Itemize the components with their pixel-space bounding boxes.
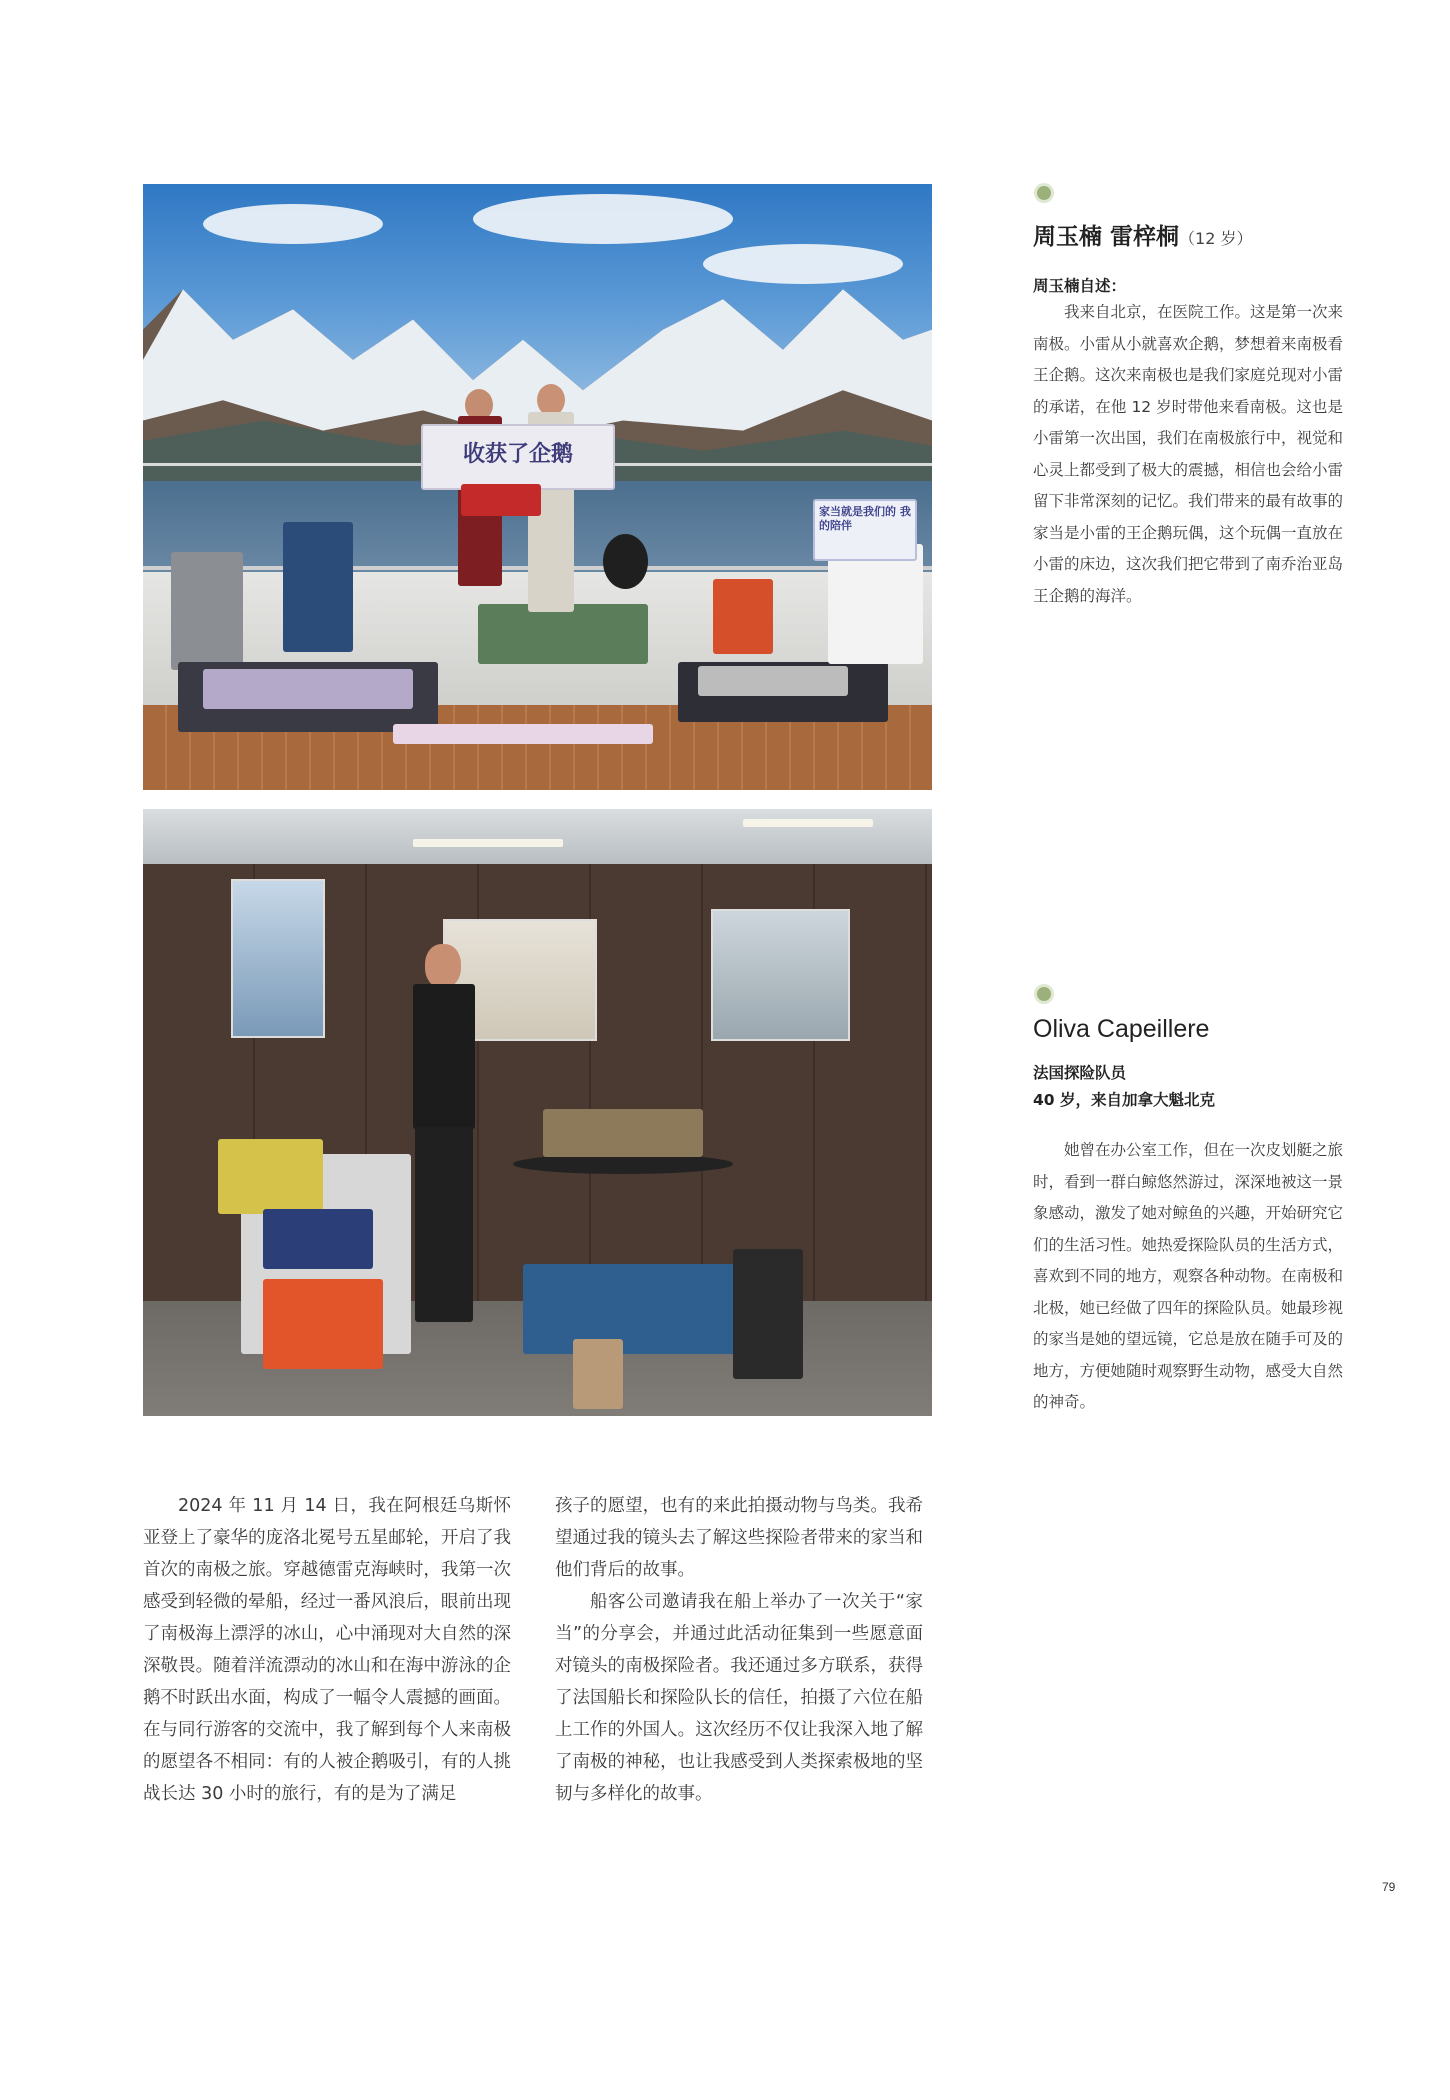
profile2-statement [1033,1135,1343,1419]
article-column-2 [555,1490,923,1810]
article-paragraph-1-continued: 孩子的愿望，也有的来此拍摄动物与鸟类。我希望通过我的镜头去了解这些探险者带来的家当和他们背后的故事。 [555,1496,923,1580]
profile1-name: 周玉楠 雷梓桐 [1033,224,1180,250]
profile2-age-origin: 40 岁，来自加拿大魁北克 [1033,1091,1215,1109]
red-flag [461,484,541,516]
profile2-role: 法国探险队员 [1033,1064,1127,1082]
sign-text: 家当就是我们的 我的陪伴 [819,505,911,532]
cloud [473,194,733,244]
cloud [203,204,383,244]
backpack [733,1249,803,1379]
sign-board [813,499,917,561]
held-banner [421,424,615,490]
accent-dot [1037,987,1051,1001]
penguin-plush [603,534,648,589]
round-table [513,1154,733,1174]
white-crate [828,544,923,664]
profile1-statement-heading: 周玉楠自述： [1033,277,1127,295]
photo-expedition-member-cabin [143,809,932,1416]
gear-pile [478,604,648,664]
blue-duffel [523,1264,743,1354]
profile1-age: （12 岁） [1179,229,1253,248]
suitcase [171,552,243,670]
article-column-1 [143,1490,511,1810]
shoes [698,666,848,696]
article-paragraph-2: 船客公司邀请我在船上举办了一次关于“家当”的分享会，并通过此活动征集到一些愿意面对镜头的南极探险者。我还通过多方联系，获得了法国船长和探险队长的信任，拍摄了六位在船上工作的外国人。这次经历不仅让我深入地了解了南极的神秘，也让我感受到人类探索极地的坚韧与多样化的故事。 [555,1592,923,1804]
life-vest [263,1279,383,1369]
profile2-name: Oliva Capeillere [1033,1015,1210,1043]
person-legs [415,1127,473,1322]
profile1-name-line [1033,218,1252,251]
profile2-statement-text: 她曾在办公室工作，但在一次皮划艇之旅时，看到一群白鲸悠然游过，深深地被这一景象感动，激发了她对鲸鱼的兴趣，开始研究它们的生活习性。她热爱探险队员的生活方式，喜欢到不同的地方，观察各种动物。在南极和北极，她已经做了四年的探险队员。她最珍视的家当是她的望远镜，它总是放在随手可及的地方，方便她随时观察野生动物，感受大自然的神奇。 [1033,1141,1344,1411]
flags-on-deck [393,724,653,744]
profile2-meta [1033,1060,1215,1114]
wall-art-penguins [711,909,850,1041]
banner-text: 收获了企鹅 [462,442,573,467]
yellow-jacket [218,1139,323,1214]
profile1-statement-text: 我来自北京，在医院工作。这是第一次来南极。小雷从小就喜欢企鹅，梦想着来南极看王企鹅。这次来南极也是我们家庭兑现对小雷的承诺，在他 12 岁时带他来看南极。这也是小雷第一次出国，我们在南极旅行中，视觉和心灵上都受到了极大的震撼，相信也会给小雷留下非常深刻的记忆。我们带来的最有故事的家当是小雷的王企鹅玩偶，这个玩偶一直放在小雷的床边，这次我们把它带到了南乔治亚岛王企鹅的海洋。 [1033,303,1344,605]
article-paragraph-1: 2024 年 11 月 14 日，我在阿根廷乌斯怀亚登上了豪华的庞洛北冕号五星邮轮，开启了我首次的南极之旅。穿越德雷克海峡时，我第一次感受到轻微的晕船，经过一番风浪后，眼前出现了南极海上漂浮的冰山，心中涌现对大自然的深深敬畏。随着洋流漂动的冰山和在海中游泳的企鹅不时跃出水面，构成了一幅令人震撼的画面。在与同行游客的交流中，我了解到每个人来南极的愿望各不相同：有的人被企鹅吸引，有的人挑战长达 30 小时的旅行，有的是为了满足 [143,1496,511,1804]
garment-bag [283,522,353,652]
ceiling [143,809,932,864]
table-items [543,1109,703,1157]
orange-bag [713,579,773,654]
wall-art-iceberg [231,879,325,1038]
ceiling-light [413,839,563,847]
accent-dot [1037,186,1051,200]
folded-clothes [203,669,413,709]
photo-family-on-deck [143,184,932,790]
person-head [425,944,461,988]
book [573,1339,623,1409]
ceiling-light [743,819,873,827]
page-number: 79 [1382,1880,1396,1894]
profile1-statement [1033,297,1343,612]
person-expedition-member [413,984,475,1129]
navy-jacket [263,1209,373,1269]
